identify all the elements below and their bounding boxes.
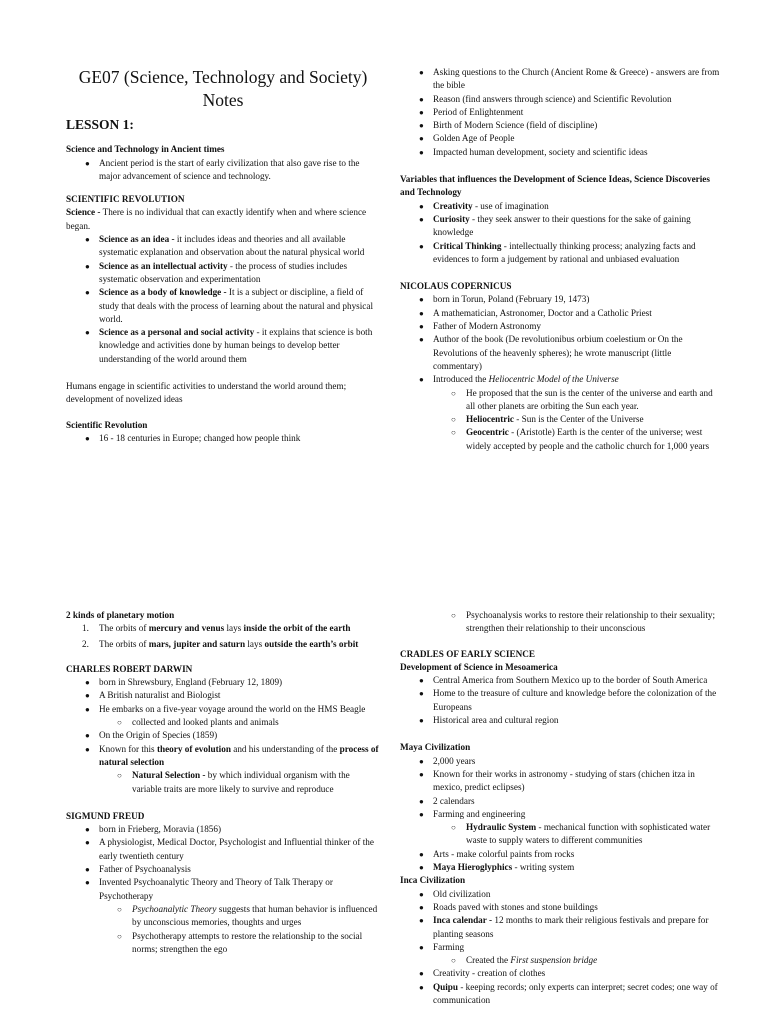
list-item: ○ Hydraulic System - mechanical function with sophisticated water waste to supply waters to different communities (451, 822, 711, 846)
circle-bullet-icon: ○ (451, 388, 456, 398)
bullet-icon: ● (85, 288, 90, 298)
list-item: ○ He proposed that the sun is the center of the universe and earth and all other planets are orbiting the Sun each year. (451, 387, 713, 411)
bullet-icon: ● (419, 969, 424, 979)
list-item: ● Science as a body of knowledge - It is a subject or discipline, a field of study that deals with the process of learning about the natural and physical world. (85, 287, 374, 324)
bullet-icon: ● (419, 94, 424, 104)
bullet-icon: ● (419, 942, 424, 952)
list-item: ● A British naturalist and Biologist (66, 689, 380, 702)
freud-continued-list (400, 609, 720, 636)
list-item: ● 2 calendars (400, 795, 720, 808)
list-item: ● Roads paved with stones and stone buildings (400, 901, 720, 914)
circle-bullet-icon: ○ (451, 611, 456, 620)
bullet-icon: ● (419, 716, 424, 726)
list-item: ● Known for this theory of evolution and his understanding of the process of natural selection (85, 743, 379, 767)
bullet-icon: ● (419, 769, 424, 779)
list-item: ○ Psychoanalysis works to restore their relationship to their sexuality; strengthen their relationship to their unconscious (451, 610, 716, 634)
circle-bullet-icon: ○ (117, 904, 122, 914)
bullet-icon: ● (419, 676, 424, 686)
bullet-icon: ● (85, 731, 90, 741)
list-item: ● Ancient period is the start of early civilization that also gave rise to the major advancement of science and technology. (85, 157, 360, 181)
bullet-icon: ● (419, 689, 424, 699)
inca-list (400, 888, 720, 1008)
mesoamerica-subheading: Development of Science in Mesoamerica (400, 661, 558, 672)
science-aspects-list (66, 233, 380, 366)
list-item: ○ Heliocentric - Sun is the Center of the Universe (400, 413, 720, 426)
list-item: ● Known for their works in astronomy - studying of stars (chichen itza in mexico, predict eclipses) (419, 768, 695, 793)
list-item: ● 2,000 years (400, 755, 720, 768)
bullet-icon: ● (419, 214, 424, 224)
list-item: ● A physiologist, Medical Doctor, Psychologist and Influential thinker of the early twentieth century (85, 837, 374, 861)
list-item: ○ Geocentric - (Aristotle) Earth is the center of the universe; west widely accepted by people and the catholic church for 1,000 years (451, 427, 710, 451)
bullet-icon: ● (419, 849, 424, 859)
list-item: ● Introduced the Heliocentric Model of the Universe (400, 373, 720, 386)
lesson-heading: LESSON 1: (66, 117, 134, 132)
list-item: ○ collected and looked plants and animals (66, 716, 380, 729)
scirev-heading: SCIENTIFIC REVOLUTION (66, 194, 185, 205)
circle-bullet-icon: ○ (451, 956, 456, 966)
bullet-icon: ● (419, 809, 424, 819)
list-item: ● Quipu - keeping records; only experts can interpret; secret codes; one way of communication (419, 981, 718, 1006)
bullet-icon: ● (419, 295, 424, 305)
copernicus-heading: NICOLAUS COPERNICUS (400, 281, 512, 292)
planetary-motion-heading: 2 kinds of planetary motion (66, 610, 175, 620)
title-line-2: Notes (202, 90, 244, 110)
list-item: 1. The orbits of mercury and venus lays inside the orbit of the earth (82, 623, 351, 634)
list-item: ● Historical area and cultural region (400, 714, 720, 727)
bullet-icon: ● (85, 678, 90, 688)
title-line-1: GE07 (Science, Technology and Society) (78, 67, 368, 87)
bullet-icon: ● (419, 916, 424, 926)
bullet-icon: ● (419, 322, 424, 332)
page1-right-column (400, 66, 720, 453)
circle-bullet-icon: ○ (451, 428, 456, 438)
freud-list (66, 823, 380, 956)
bullet-icon: ● (419, 121, 424, 131)
bullet-icon: ● (85, 704, 90, 714)
bullet-icon: ● (419, 756, 424, 766)
cradles-heading: CRADLES OF EARLY SCIENCE (400, 648, 536, 659)
ancient-heading: Science and Technology in Ancient times (66, 144, 225, 155)
circle-bullet-icon: ○ (117, 771, 122, 781)
darwin-list (66, 676, 380, 796)
science-definition: Science - There is no individual that can exactly identify when and where science began. (66, 207, 367, 231)
bullet-icon: ● (85, 691, 90, 701)
list-item: ● 16 - 18 centuries in Europe; changed how people think (66, 432, 380, 445)
list-item: ● Asking questions to the Church (Ancient Rome & Greece) - answers are from the bible (419, 67, 720, 91)
bullet-icon: ● (419, 863, 424, 873)
list-item: ● Creativity - creation of clothes (400, 967, 720, 980)
list-item: ○ Created the First suspension bridge (400, 954, 720, 967)
bullet-icon: ● (419, 796, 424, 806)
bullet-icon: ● (85, 744, 90, 754)
list-item: ● Reason (find answers through science) and Scientific Revolution (400, 93, 720, 106)
list-item: ● Farming (400, 941, 720, 954)
bullet-icon: ● (85, 825, 90, 835)
bullet-icon: ● (85, 865, 90, 875)
list-item: ● Creativity - use of imagination (400, 200, 720, 213)
bullet-icon: ● (419, 889, 424, 899)
list-item: ● Critical Thinking - intellectually thinking process; analyzing facts and evidences to form a judgement by rational and unbiased evaluation (419, 240, 696, 264)
list-item: ○ Psychotherapy attempts to restore the relationship to the social norms; strengthen the ego (117, 930, 363, 954)
list-item: ● born in Shrewsbury, England (February 12, 1809) (66, 676, 380, 689)
list-item: ● Arts - make colorful paints from rocks (400, 848, 720, 861)
bullet-icon: ● (419, 308, 424, 318)
list-item: ● born in Frieberg, Moravia (1856) (66, 823, 380, 836)
variables-heading: Variables that influences the Development of Science Ideas, Science Discoveries and Technology (400, 174, 710, 198)
list-item: ● He embarks on a five-year voyage around the world on the HMS Beagle (66, 703, 380, 716)
list-item: ● Golden Age of People (400, 132, 720, 145)
list-item: ● A mathematician, Astronomer, Doctor and a Catholic Priest (400, 307, 720, 320)
bullet-icon: ● (85, 328, 90, 338)
list-item: ● Father of Modern Astronomy (400, 320, 720, 333)
list-item: ● born in Torun, Poland (February 19, 1473) (400, 293, 720, 306)
scientific-revolution-list (66, 432, 380, 445)
list-item: ● Invented Psychoanalytic Theory and Theory of Talk Therapy or Psychotherapy (85, 877, 333, 901)
bullet-icon: ● (419, 201, 424, 211)
bullet-icon: ● (85, 878, 90, 888)
bullet-icon: ● (419, 107, 424, 117)
maya-heading: Maya Civilization (400, 742, 471, 753)
list-item: ● Old civilization (400, 888, 720, 901)
bullet-icon: ● (419, 902, 424, 912)
inca-heading: Inca Civilization (400, 875, 466, 886)
scientific-revolution-continued-list (400, 66, 720, 159)
circle-bullet-icon: ○ (117, 931, 122, 941)
bullet-icon: ● (419, 982, 424, 992)
list-item: ● Father of Psychoanalysis (66, 863, 380, 876)
list-item: 2. The orbits of mars, jupiter and saturn lays outside the earth’s orbit (82, 638, 359, 649)
list-item: ● On the Origin of Species (1859) (66, 729, 380, 742)
bullet-icon: ● (419, 68, 424, 77)
humans-paragraph: Humans engage in scientific activities to understand the world around them; development of novelized ideas (66, 381, 347, 405)
list-item: ● Curiosity - they seek answer to their questions for the sake of gaining knowledge (419, 213, 691, 238)
list-item: ● Science as a personal and social activity - it explains that science is both knowledge and activities done by human beings to develop better understanding of the world around them (85, 327, 373, 364)
list-item: ○ Natural Selection - by which individual organism with the variable traits are more likely to survive and reproduce (117, 770, 350, 794)
list-item: ● Impacted human development, society and scientific ideas (400, 146, 720, 159)
bullet-icon: ● (85, 838, 90, 848)
bullet-icon: ● (419, 335, 424, 345)
circle-bullet-icon: ○ (451, 823, 456, 833)
list-item: ● Maya Hieroglyphics - writing system (400, 861, 720, 874)
list-item: ● Science as an intellectual activity - the process of studies includes systematic observation and experimentation (85, 260, 348, 284)
planetary-motion-list (66, 622, 380, 651)
ancient-list (66, 157, 380, 184)
circle-bullet-icon: ○ (117, 718, 122, 728)
document-title (66, 66, 380, 112)
bullet-icon: ● (419, 147, 424, 157)
list-item: ● Inca calendar - 12 months to mark their religious festivals and prepare for planting seasons (419, 915, 709, 939)
bullet-icon: ● (85, 235, 90, 245)
variables-list (400, 200, 720, 266)
page1-left-column (66, 66, 380, 445)
freud-heading: SIGMUND FREUD (66, 810, 145, 821)
bullet-icon: ● (85, 158, 90, 168)
circle-bullet-icon: ○ (451, 415, 456, 425)
bullet-icon: ● (85, 261, 90, 271)
page2-left-column (66, 609, 380, 956)
bullet-icon: ● (85, 433, 90, 443)
list-item: ● Birth of Modern Science (field of discipline) (400, 119, 720, 132)
mesoamerica-list (400, 674, 720, 727)
page2-right-column (400, 609, 720, 1007)
bullet-icon: ● (419, 134, 424, 144)
bullet-icon: ● (419, 375, 424, 385)
list-item: ● Period of Enlightenment (400, 106, 720, 119)
list-item: ● Home to the treasure of culture and knowledge before the colonization of the Europeans (419, 688, 717, 712)
copernicus-list (400, 293, 720, 453)
list-item: ● Farming and engineering (400, 808, 720, 821)
bullet-icon: ● (419, 241, 424, 251)
list-item: ● Central America from Southern Mexico up to the border of South America (400, 674, 720, 687)
list-item: ● Author of the book (De revolutionibus orbium coelestium or On the Revolutions of the heavenly spheres); he wrote manuscript (little commentary) (419, 334, 683, 371)
list-item: ● Science as an idea - it includes ideas and theories and all available systematic explanation and observation about the natural physical world (85, 234, 365, 258)
scientific-revolution-heading: Scientific Revolution (66, 419, 148, 430)
maya-list (400, 755, 720, 875)
darwin-heading: CHARLES ROBERT DARWIN (66, 663, 193, 674)
list-item: ○ Psychoanalytic Theory suggests that human behavior is influenced by unconscious memories, thoughts and urges (117, 903, 378, 928)
